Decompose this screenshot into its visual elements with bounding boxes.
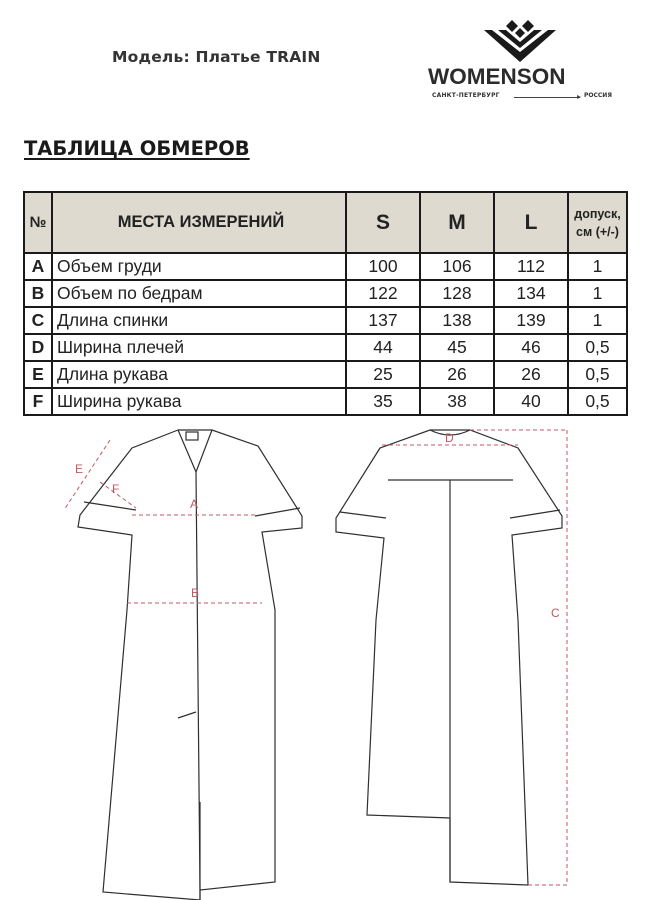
front-neckline <box>178 430 212 472</box>
row-size-s: 25 <box>346 361 420 388</box>
brand-country: РОССИЯ <box>584 92 612 99</box>
row-tolerance: 0,5 <box>568 388 627 415</box>
row-code: A <box>24 253 52 280</box>
table-row <box>24 253 627 280</box>
header-tolerance-line2: см (+/-) <box>576 224 619 239</box>
front-label-tab <box>186 432 198 440</box>
dimension-e <box>64 440 110 510</box>
row-size-l: 139 <box>494 307 568 334</box>
dimension-e-label: E <box>75 462 84 476</box>
front-right-sleeve-hem <box>255 508 300 516</box>
dimension-lines <box>64 430 567 885</box>
row-size-m: 38 <box>420 388 494 415</box>
header-size-l: L <box>494 192 568 253</box>
dimension-b-label: B <box>191 586 200 600</box>
brand-city: САНКТ-ПЕТЕРБУРГ <box>432 92 500 99</box>
row-code: C <box>24 307 52 334</box>
row-tolerance: 1 <box>568 280 627 307</box>
table-row <box>24 307 627 334</box>
brand-subline <box>432 92 618 102</box>
row-code: F <box>24 388 52 415</box>
table-header-row <box>24 192 627 253</box>
row-size-s: 35 <box>346 388 420 415</box>
back-left-sleeve-hem <box>340 512 386 518</box>
row-size-s: 44 <box>346 334 420 361</box>
row-size-m: 138 <box>420 307 494 334</box>
back-right-sleeve-hem <box>510 510 560 518</box>
back-view <box>336 430 562 885</box>
row-tolerance: 1 <box>568 307 627 334</box>
row-name: Длина рукава <box>52 361 346 388</box>
brand-emblem-icon <box>428 18 618 64</box>
brand-logo <box>428 18 618 108</box>
header-size-m: M <box>420 192 494 253</box>
row-size-m: 45 <box>420 334 494 361</box>
header-num: № <box>24 192 52 253</box>
row-code: D <box>24 334 52 361</box>
header-tolerance <box>568 192 627 253</box>
row-size-s: 137 <box>346 307 420 334</box>
back-dress-outline <box>336 430 562 885</box>
model-label: Модель: Платье TRAIN <box>112 48 321 66</box>
row-size-l: 26 <box>494 361 568 388</box>
page-title: ТАБЛИЦА ОБМЕРОВ <box>24 137 250 160</box>
table-row <box>24 280 627 307</box>
row-tolerance: 0,5 <box>568 334 627 361</box>
row-size-m: 128 <box>420 280 494 307</box>
row-size-l: 40 <box>494 388 568 415</box>
row-size-m: 106 <box>420 253 494 280</box>
row-tolerance: 0,5 <box>568 361 627 388</box>
row-size-s: 122 <box>346 280 420 307</box>
size-table <box>23 191 628 416</box>
row-name: Объем груди <box>52 253 346 280</box>
table-row <box>24 388 627 415</box>
dimension-a-label: A <box>190 497 199 511</box>
front-left-sleeve-hem <box>84 502 136 510</box>
row-tolerance: 1 <box>568 253 627 280</box>
row-size-l: 112 <box>494 253 568 280</box>
dimension-f-label: F <box>112 482 120 496</box>
row-size-l: 134 <box>494 280 568 307</box>
row-name: Длина спинки <box>52 307 346 334</box>
row-name: Ширина рукава <box>52 388 346 415</box>
dimension-c-label: C <box>551 606 560 620</box>
row-name: Ширина плечей <box>52 334 346 361</box>
front-side-slit <box>178 712 196 718</box>
row-size-l: 46 <box>494 334 568 361</box>
header-tolerance-line1: допуск, <box>574 206 621 221</box>
header-name: МЕСТА ИЗМЕРЕНИЙ <box>52 192 346 253</box>
header-size-s: S <box>346 192 420 253</box>
row-code: E <box>24 361 52 388</box>
dimension-d-label: D <box>445 431 454 445</box>
table-row <box>24 334 627 361</box>
garment-technical-drawing <box>0 420 661 900</box>
row-size-m: 26 <box>420 361 494 388</box>
row-name: Объем по бедрам <box>52 280 346 307</box>
row-code: B <box>24 280 52 307</box>
brand-name: WOMENSON <box>428 64 566 89</box>
table-row <box>24 361 627 388</box>
brand-arrow <box>514 97 580 98</box>
row-size-s: 100 <box>346 253 420 280</box>
